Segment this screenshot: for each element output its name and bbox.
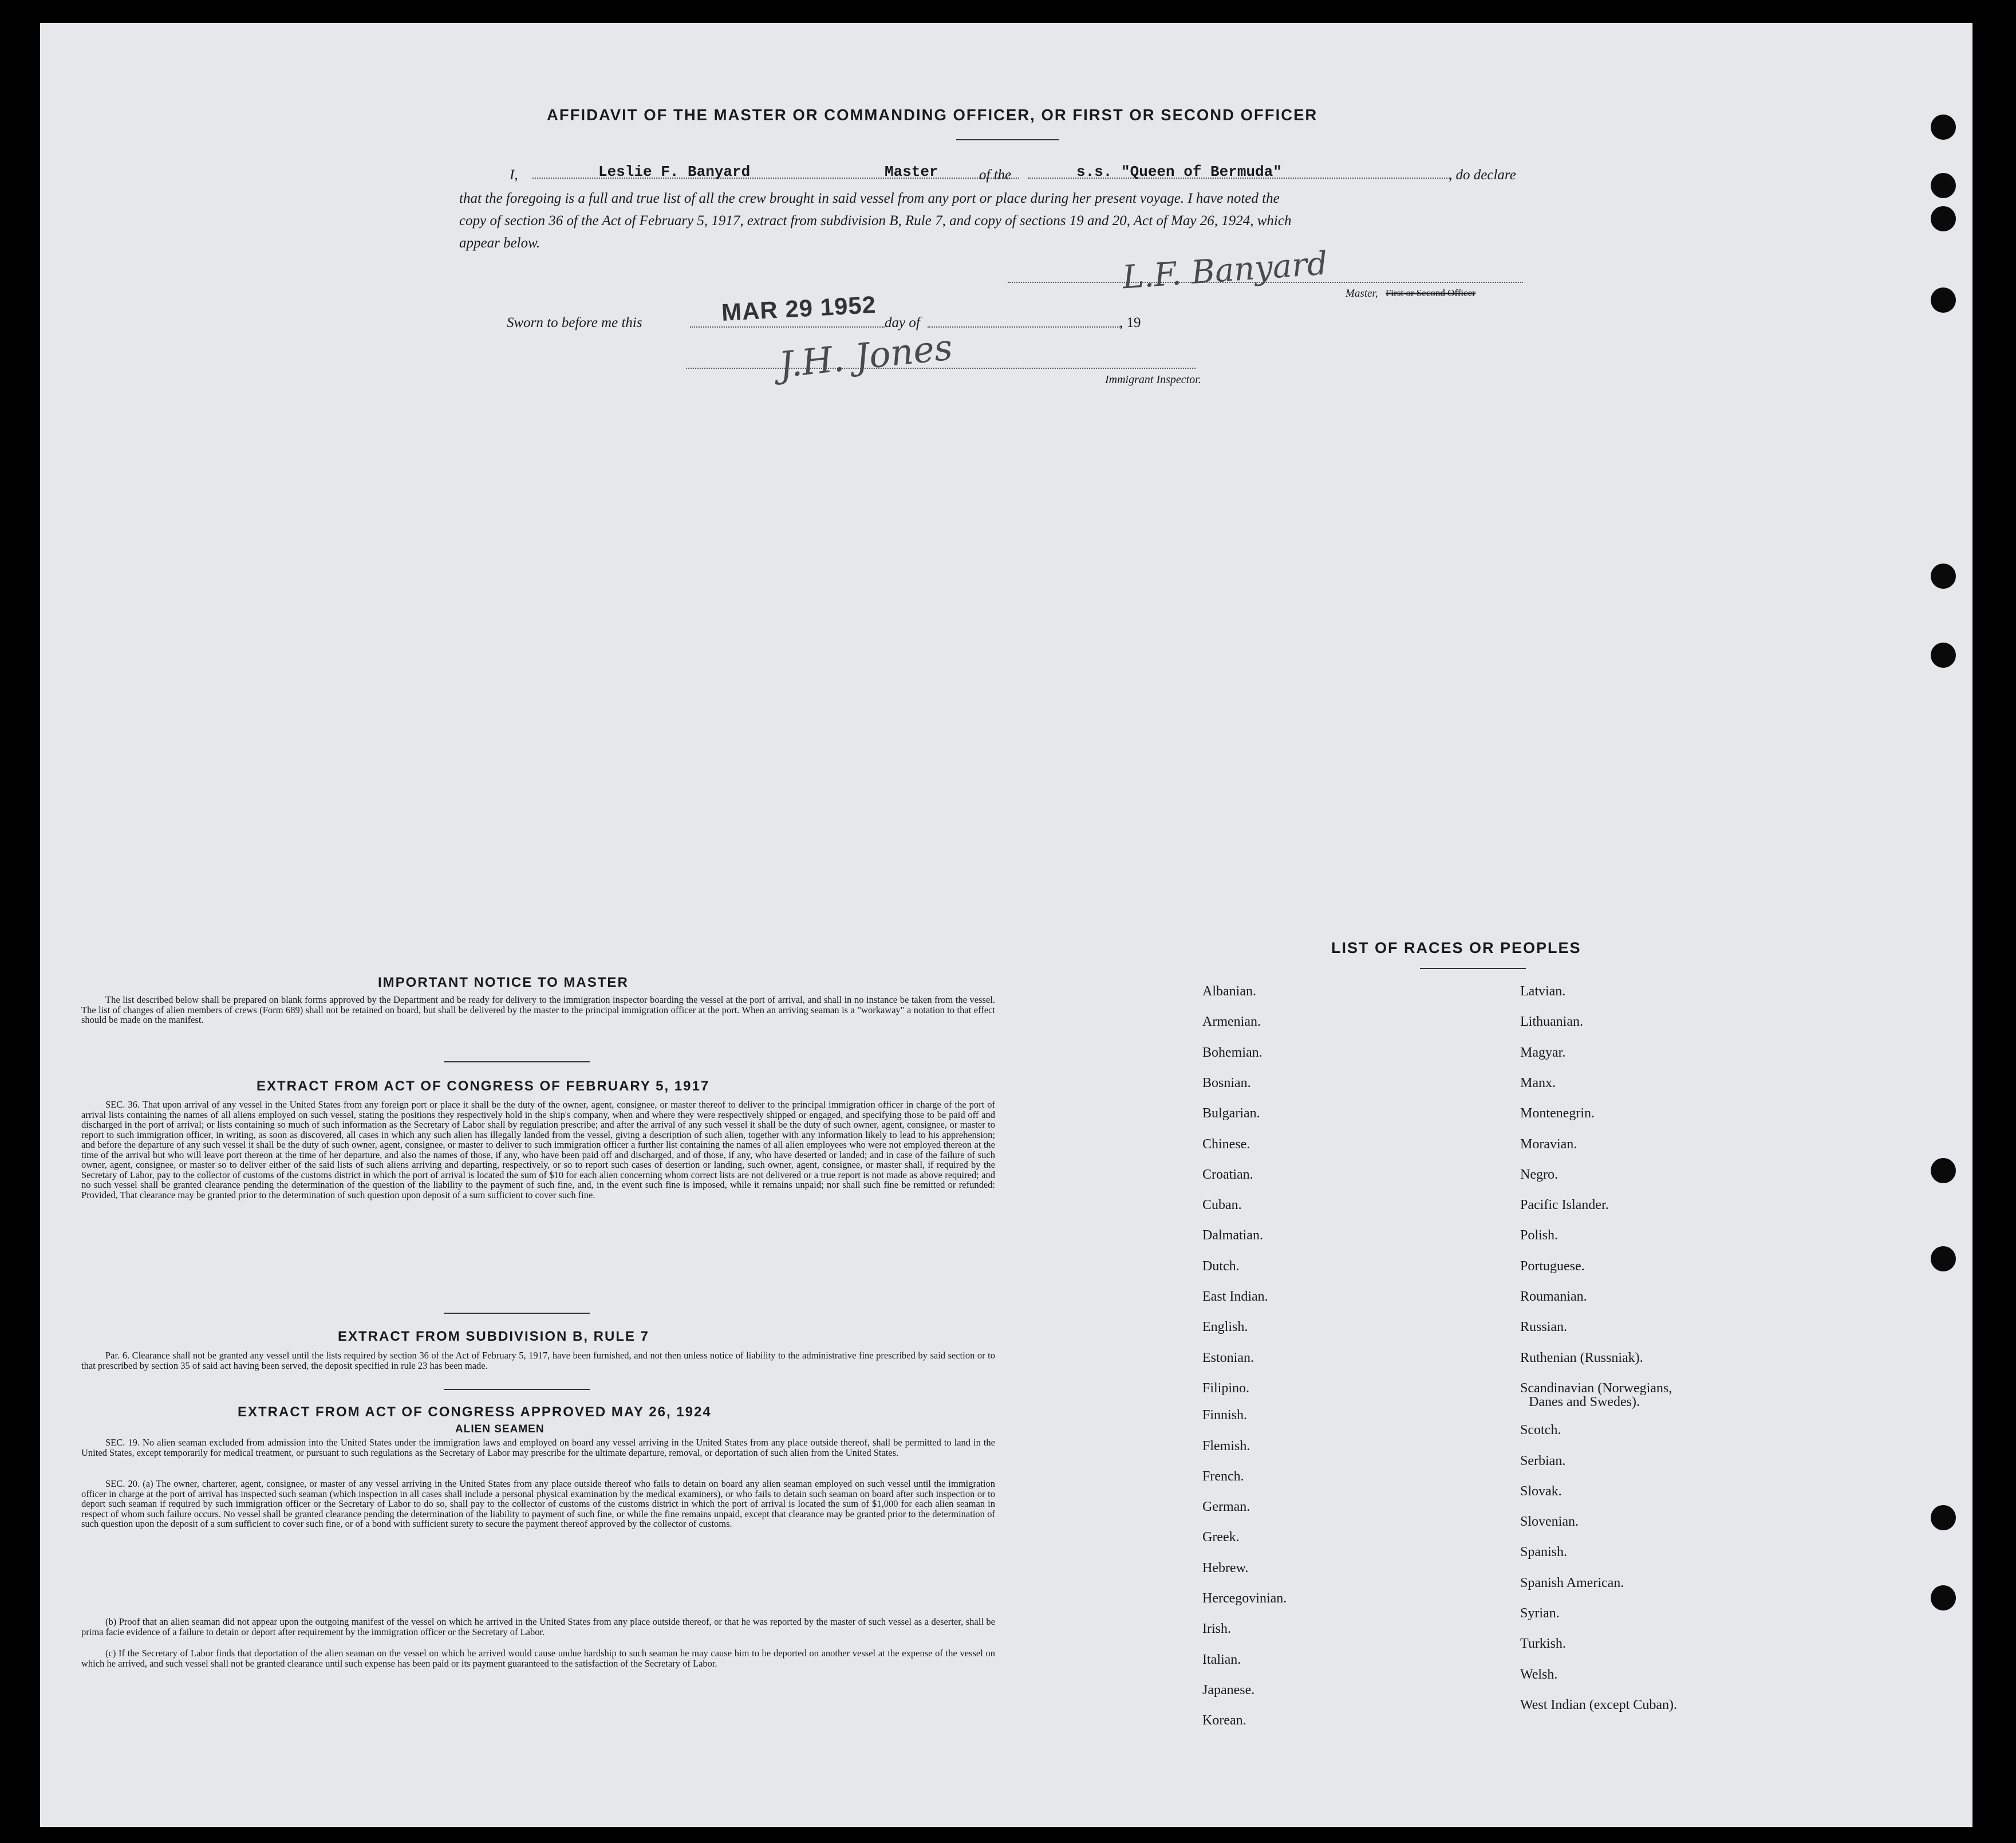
race-item: German. — [1202, 1499, 1250, 1515]
race-item: Chinese. — [1202, 1136, 1250, 1152]
race-item: Portuguese. — [1520, 1258, 1585, 1274]
inspector-signature: J.H. Jones — [777, 326, 954, 386]
race-item: Moravian. — [1520, 1136, 1577, 1152]
races-title-rule — [1420, 968, 1526, 969]
race-item: Bohemian. — [1202, 1045, 1263, 1060]
race-item: Polish. — [1520, 1228, 1559, 1243]
race-item: Spanish American. — [1520, 1575, 1624, 1590]
sec19-body: SEC. 19. No alien seaman excluded from admission into the United States under the immigration laws and employed on board any vessel arriving in the United States from any place outside thereof, shall be permitted to land in the United States, except temporarily for medical treatment, or pursuant to such regulations as the Secretary of Labor may prescribe for the ultimate departure, removal, or deportation of such alien from the United States. — [81, 1437, 995, 1458]
rule7-rule — [444, 1389, 590, 1390]
race-item: Roumanian. — [1520, 1289, 1587, 1304]
punch-hole — [1931, 1246, 1956, 1271]
punch-hole — [1931, 564, 1956, 589]
race-item: Croatian. — [1202, 1167, 1253, 1182]
month-line — [928, 326, 1122, 328]
affidavit-i: I, — [510, 167, 518, 183]
race-item: Scotch. — [1520, 1423, 1561, 1438]
race-item: Lithuanian. — [1520, 1014, 1583, 1030]
race-item: French. — [1202, 1468, 1244, 1484]
alien-seamen-subtitle: ALIEN SEAMEN — [455, 1423, 545, 1435]
master-name: Leslie F. Banyard — [598, 163, 751, 180]
extract-1917-body: SEC. 36. That upon arrival of any vessel in the United States from any foreign port or place it shall be the duty of the owner, agent, consignee, or master thereof to deliver to the principal immigration officer in charge of the port of arrival lists containing the names of all aliens employed on such vessel, stating the positions they respectively hold in the ship's company, when and where they were respectively shipped or engaged, and specifying those to be paid off and discharged in the port of arrival; or lists containing so much of such information as the Secretary of Labor shall by regulation prescribe; and after the arrival of any such vessel it shall be the duty of such owner, agent, consignee, or master to report to such immigration officer, in writing, as soon as discovered, all cases in which any such alien has illegally landed from the vessel, giving a description of such alien, together with any information likely to lead to his apprehension; and before the departure of any such vessel it shall be the duty of such owner, agent, consignee, or master to deliver to such immigration officer a further list containing the names of all alien employees who were not employed thereon at the time of the arrival but who will leave port thereon at the time of her departure, and also the names of those, if any, who have been paid off and discharged, and of those, if any, who have deserted or landed; and in case of the failure of such owner, agent, consignee, or master so to deliver either of the said lists of such aliens arriving and departing, respectively, or so to report such cases of desertion or landing, such owner, agent, consignee, or master shall, if required by the Secretary of Labor, pay to the collector of customs of the customs district in which the port of arrival is located the sum of $10 for each alien concerning whom correct lists are not delivered or a true report is not made as above required; and no such vessel shall be granted clearance pending the determination of the question of the liability to the payment of such fine, and, in the event such fine is imposed, while it remains unpaid; nor shall such fine be remitted or refunded: Provided, That clearance may be granted prior to the determination of such question upon deposit of a sum sufficient to cover such fine. — [81, 1099, 995, 1200]
year-label: , 19 — [1119, 315, 1141, 330]
punch-hole — [1931, 1505, 1956, 1530]
race-item: Flemish. — [1202, 1438, 1250, 1454]
race-item: Montenegrin. — [1520, 1106, 1595, 1121]
race-item: Finnish. — [1202, 1408, 1248, 1423]
punch-hole — [1931, 1158, 1956, 1183]
race-item: Syrian. — [1520, 1606, 1560, 1621]
race-item: Japanese. — [1202, 1682, 1255, 1698]
race-item: Bosnian. — [1202, 1075, 1251, 1090]
sec20b-body: (b) Proof that an alien seaman did not appear upon the outgoing manifest of the vessel on which he arrived in the United States from any place outside thereof, or that he was reported by the master of such vessel as a deserter, shall be prima facie evidence of a failure to detain or deport after requirement by the immigration officer or the Secretary of Labor. — [81, 1616, 995, 1637]
race-item: Latvian. — [1520, 984, 1566, 999]
race-item: East Indian. — [1202, 1289, 1268, 1304]
affidavit-title: AFFIDAVIT OF THE MASTER OR COMMANDING OFFICER, OR FIRST OR SECOND OFFICER — [547, 106, 1318, 124]
master-title-label: Master, — [1346, 288, 1378, 300]
rule7-title: EXTRACT FROM SUBDIVISION B, RULE 7 — [338, 1329, 650, 1344]
race-item: Albanian. — [1202, 984, 1256, 999]
date-stamp: MAR 29 1952 — [720, 290, 877, 326]
race-item: Slovenian. — [1520, 1514, 1579, 1530]
race-item: Spanish. — [1520, 1545, 1568, 1560]
race-item: Italian. — [1202, 1652, 1241, 1667]
race-item: Bulgarian. — [1202, 1106, 1260, 1121]
races-title: LIST OF RACES OR PEOPLES — [1331, 939, 1581, 956]
notice-body: The list described below shall be prepared on blank forms approved by the Department and be ready for delivery to the immigration inspector boarding the vessel at the port of arrival, and shall in no instance be taken from the vessel. The list of changes of alien members of crews (Form 689) shall not be retained on board, but shall be delivered by the master to the principal immigration officer at the port. When an arriving seaman is a "workaway" a notation to that effect should be made on the manifest. — [81, 994, 995, 1025]
sworn-label: Sworn to before me this — [507, 315, 642, 330]
race-item: Serbian. — [1520, 1453, 1566, 1468]
race-item: Scandinavian (Norwegians, — [1520, 1380, 1672, 1396]
notice-rule — [444, 1061, 590, 1062]
notice-title: IMPORTANT NOTICE TO MASTER — [378, 975, 629, 990]
punch-hole — [1931, 1585, 1956, 1610]
race-item: English. — [1202, 1320, 1248, 1335]
race-item: Armenian. — [1202, 1014, 1261, 1030]
document-sheet — [40, 23, 1972, 1827]
extract-1917-title: EXTRACT FROM ACT OF CONGRESS OF FEBRUARY 5, 1917 — [257, 1078, 710, 1094]
affidavit-line-4: appear below. — [459, 235, 541, 251]
race-item: Hebrew. — [1202, 1560, 1249, 1576]
punch-hole — [1931, 173, 1956, 198]
of-the-label: of the — [979, 167, 1012, 183]
race-item: Filipino. — [1202, 1380, 1250, 1396]
affidavit-title-rule — [956, 139, 1059, 140]
race-item: West Indian (except Cuban). — [1520, 1697, 1677, 1712]
race-item: Turkish. — [1520, 1636, 1566, 1652]
race-item: Danes and Swedes). — [1529, 1394, 1640, 1409]
vessel-name: s.s. "Queen of Bermuda" — [1076, 163, 1282, 180]
struck-officer-label: First or Second Officer — [1386, 288, 1475, 298]
race-item: Russian. — [1520, 1320, 1568, 1335]
race-item: Dalmatian. — [1202, 1228, 1263, 1243]
master-signature: L.F. Banyard — [1121, 245, 1329, 297]
race-item: Greek. — [1202, 1530, 1240, 1545]
sec20c-body: (c) If the Secretary of Labor finds that deportation of the alien seaman on the vessel on which he arrived would cause undue hardship to such seaman he may cause him to be deported on another vessel at the expense of the vessel on which he arrived, and such vessel shall not be granted clearance until such expense has been paid or its payment guaranteed to the satisfaction of the Secretary of Labor. — [81, 1648, 995, 1669]
affidavit-line-3: copy of section 36 of the Act of February 5, 1917, extract from subdivision B, Rule 7, and copy of sections 19 and 20, Act of May 26, 1924, which — [459, 213, 1292, 229]
do-declare-label: , do declare — [1449, 167, 1516, 183]
punch-hole — [1931, 206, 1956, 231]
inspector-label: Immigrant Inspector. — [1105, 373, 1201, 386]
race-item: Irish. — [1202, 1621, 1231, 1637]
race-item: Slovak. — [1520, 1483, 1562, 1499]
race-item: Negro. — [1520, 1167, 1558, 1182]
sec20a-body: SEC. 20. (a) The owner, charterer, agent, consignee, or master of any vessel arriving in the United States from any place outside thereof who fails to detain on board any alien seaman employed on such vessel until the immigration officer in charge at the port of arrival has inspected such seaman (which inspection in all cases shall include a personal physical examination by the medical examiners), or who fails to detain such seaman on board after such inspection or to deport such seaman if required by such immigration officer or the Secretary of Labor to do so, shall pay to the collector of customs of the customs district in which the port of arrival is located the sum of $1,000 for each alien seaman in respect of whom such failure occurs. No vessel shall be granted clearance pending the determination of the liability to payment of such fine, or while the fine remains unpaid, except that clearance may be granted prior to the determination of such question upon the deposit of a sum sufficient to cover such fine, or of a bond with sufficient surety to secure the payment thereof approved by the collector of customs. — [81, 1478, 995, 1529]
day-of-label: day of — [885, 315, 920, 330]
master-rank: Master — [885, 163, 938, 180]
extract-1924-title: EXTRACT FROM ACT OF CONGRESS APPROVED MAY 26, 1924 — [238, 1404, 712, 1420]
race-item: Korean. — [1202, 1713, 1246, 1728]
punch-hole — [1931, 115, 1956, 140]
race-item: Dutch. — [1202, 1258, 1240, 1274]
race-item: Cuban. — [1202, 1198, 1242, 1213]
race-item: Manx. — [1520, 1075, 1556, 1090]
rule7-body: Par. 6. Clearance shall not be granted any vessel until the lists required by section 36 of the Act of February 5, 1917, have been furnished, and not then unless notice of liability to the administrative fine prescribed by said section or to that prescribed by section 35 of said act having been served, the deposit specified in rule 23 has been made. — [81, 1350, 995, 1371]
affidavit-line-2: that the foregoing is a full and true list of all the crew brought in said vessel from any port or place during her present voyage. I have noted the — [459, 191, 1280, 206]
race-item: Estonian. — [1202, 1350, 1254, 1365]
race-item: Ruthenian (Russniak). — [1520, 1350, 1643, 1365]
race-item: Welsh. — [1520, 1667, 1558, 1682]
punch-hole — [1931, 643, 1956, 668]
sworn-date-line — [690, 326, 885, 328]
race-item: Pacific Islander. — [1520, 1198, 1609, 1213]
race-item: Hercegovinian. — [1202, 1591, 1287, 1606]
punch-hole — [1931, 288, 1956, 313]
extract-1917-rule — [444, 1313, 590, 1314]
race-item: Magyar. — [1520, 1045, 1566, 1060]
